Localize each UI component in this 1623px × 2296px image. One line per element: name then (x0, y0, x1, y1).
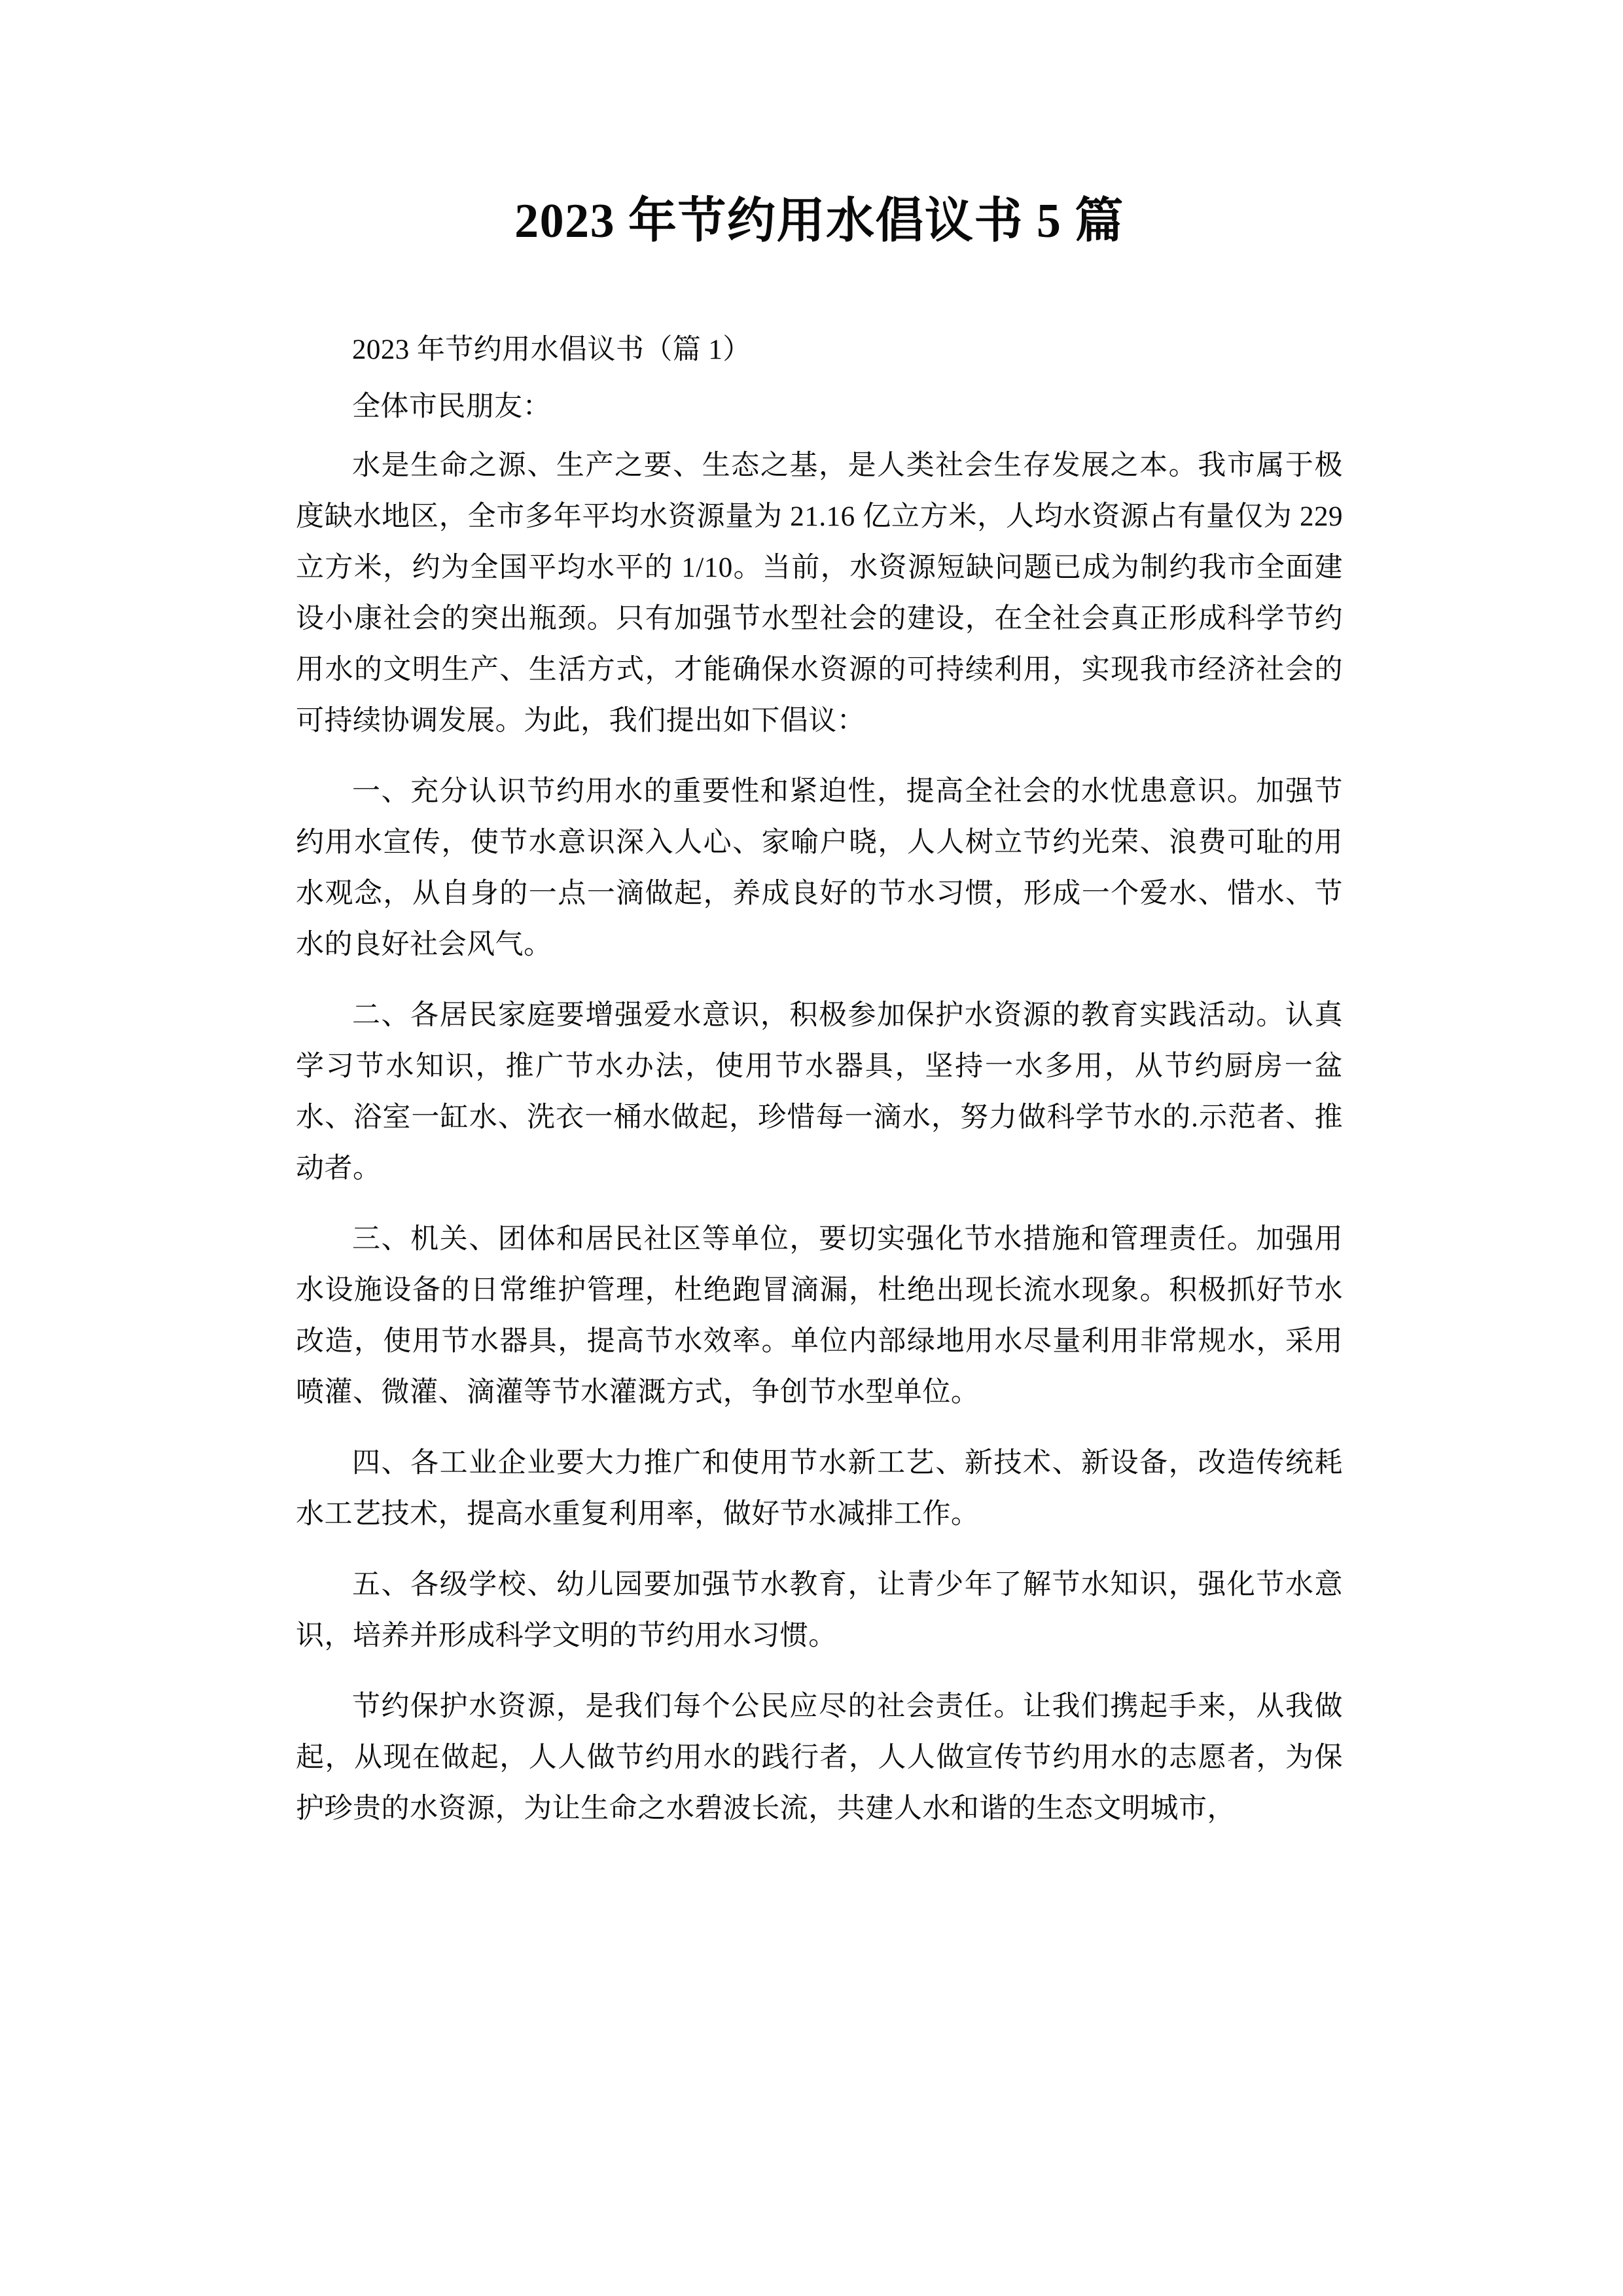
body-paragraph-item-2: 二、各居民家庭要增强爱水意识，积极参加保护水资源的教育实践活动。认真学习节水知识，推广节水办法，使用节水器具，坚持一水多用，从节约厨房一盆水、浴室一缸水、洗衣一桶水做起，珍惜每一滴水，努力做科学节水的.示范者、推动者。 (296, 999, 1343, 1184)
page-title: 2023 年节约用水倡议书 5 篇 (514, 194, 1124, 248)
salutation: 全体市民朋友： (352, 391, 552, 422)
section-subtitle: 2023 年节约用水倡议书（篇 1） (352, 334, 751, 365)
body-paragraph-intro: 水是生命之源、生产之要、生态之基，是人类社会生存发展之本。我市属于极度缺水地区，全市多年平均水资源量为 21.16 亿立方米，人均水资源占有量仅为 229 立方米，约为全国平均水平的 1/10。当前，水资源短缺问题已成为制约我市全面建设小康社会的突出瓶颈。只有加强节水型社会的建设，在全社会真正形成科学节约用水的文明生产、生活方式，才能确保水资源的可持续利用，实现我市经济社会的可持续协调发展。为此，我们提出如下倡议： (296, 450, 1343, 736)
body-paragraph-closing: 节约保护水资源，是我们每个公民应尽的社会责任。让我们携起手来，从我做起，从现在做起，人人做节约用水的践行者，人人做宣传节约用水的志愿者，为保护珍贵的水资源，为让生命之水碧波长流，共建人水和谐的生态文明城市， (296, 1691, 1343, 1824)
body-paragraph-item-3: 三、机关、团体和居民社区等单位，要切实强化节水措施和管理责任。加强用水设施设备的日常维护管理，杜绝跑冒滴漏，杜绝出现长流水现象。积极抓好节水改造，使用节水器具，提高节水效率。单位内部绿地用水尽量利用非常规水，采用喷灌、微灌、滴灌等节水灌溉方式，争创节水型单位。 (296, 1223, 1343, 1408)
body-paragraph-item-1: 一、充分认识节约用水的重要性和紧迫性，提高全社会的水忧患意识。加强节约用水宣传，使节水意识深入人心、家喻户晓，人人树立节约光荣、浪费可耻的用水观念，从自身的一点一滴做起，养成良好的节水习惯，形成一个爱水、惜水、节水的良好社会风气。 (296, 776, 1343, 960)
body-paragraph-item-5: 五、各级学校、幼儿园要加强节水教育，让青少年了解节水知识，强化节水意识，培养并形成科学文明的节约用水习惯。 (296, 1569, 1343, 1651)
body-paragraph-item-4: 四、各工业企业要大力推广和使用节水新工艺、新技术、新设备，改造传统耗水工艺技术，提高水重复利用率，做好节水减排工作。 (296, 1447, 1343, 1530)
document-content (296, 0, 1343, 1835)
